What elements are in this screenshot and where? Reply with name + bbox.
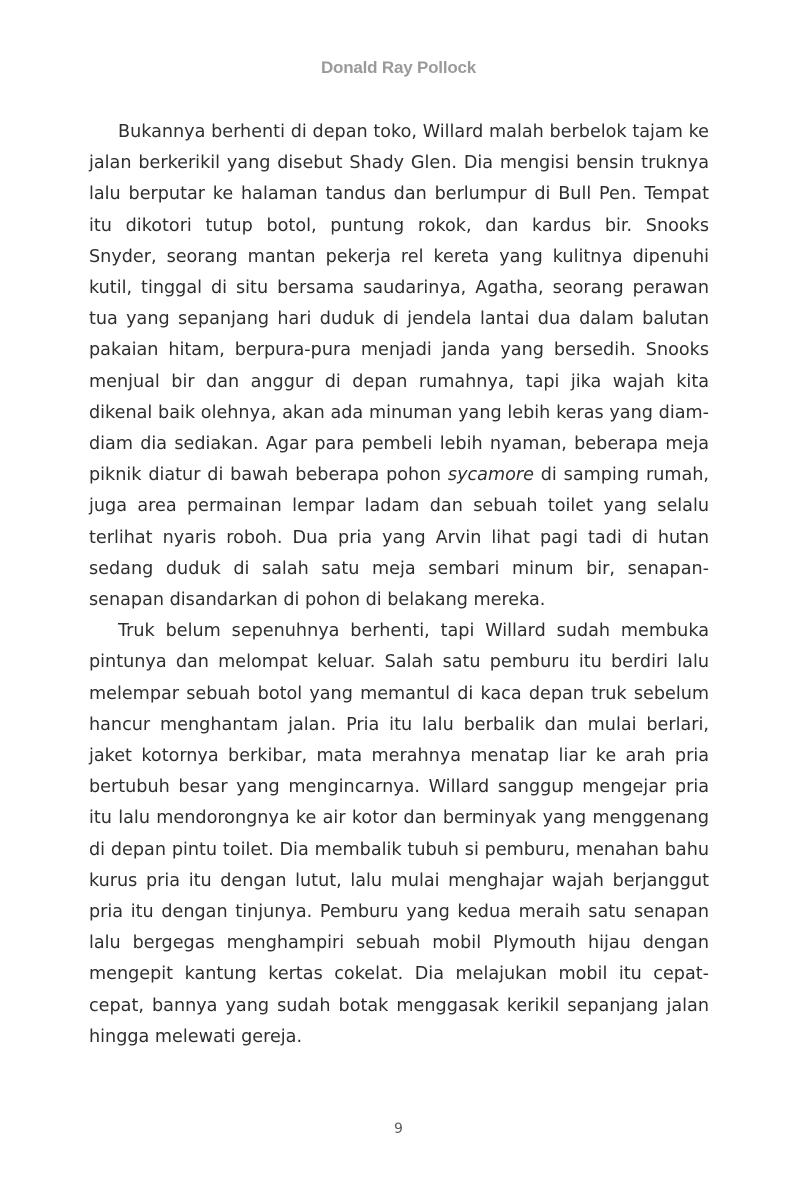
running-header-author: Donald Ray Pollock (320, 58, 477, 77)
paragraph-1 (89, 117, 709, 616)
body-text (89, 117, 709, 1053)
paragraph-2: Truk belum sepenuhnya berhenti, tapi Willard sudah membuka pintunya dan melompat keluar. Salah satu pemburu itu berdiri lalu melempar sebuah botol yang memantul di kaca depan truk sebelum hancur menghantam jalan. Pria itu lalu berbalik dan mulai berlari, jaket kotornya berkibar, mata merahnya menatap liar ke arah pria bertubuh besar yang mengincarnya. Willard sanggup mengejar pria itu lalu mendorongnya ke air kotor dan berminyak yang menggenang di depan pintu toilet. Dia membalik tubuh si pemburu, menahan bahu kurus pria itu dengan lutut, lalu mulai menghajar wajah berjanggut pria itu dengan tinjunya. Pemburu yang kedua meraih satu senapan lalu bergegas menghampiri sebuah mobil Plymouth hijau dengan mengepit kantung kertas cokelat. Dia melajukan mobil itu cepat-cepat, bannya yang sudah botak menggasak kerikil sepanjang jalan hingga melewati gereja. (89, 621, 709, 1047)
paragraph-1-italic-term: sycamore (447, 465, 534, 486)
paragraph-1-text-before: Bukannya berhenti di depan toko, Willard malah berbelok tajam ke jalan berkerikil yang disebut Shady Glen. Dia mengisi bensin truknya lalu berputar ke halaman tandus dan berlumpur di Bull Pen. Tempat itu dikotori tutup botol, puntung rokok, dan kardus bir. Snooks Snyder, seorang mantan pekerja rel kereta yang kulitnya dipenuhi kutil, tinggal di situ bersama saudarinya, Agatha, seorang perawan tua yang sepanjang hari duduk di jendela lantai dua dalam balutan pakaian hitam, berpura-pura menjadi janda yang bersedih. Snooks menjual bir dan anggur di depan rumahnya, tapi jika wajah kita dikenal baik olehnya, akan ada minuman yang lebih keras yang diam-diam dia sediakan. Agar para pembeli lebih nyaman, beberapa meja piknik diatur di bawah beberapa pohon (89, 122, 709, 486)
page-number: 9 (394, 1121, 403, 1137)
paragraph-1-text-after: di samping rumah, juga area permainan lempar ladam dan sebuah toilet yang selalu terlihat nyaris roboh. Dua pria yang Arvin lihat pagi tadi di hutan sedang duduk di salah satu meja sembari minum bir, senapan-senapan disandarkan di pohon di belakang mereka. (89, 465, 710, 611)
